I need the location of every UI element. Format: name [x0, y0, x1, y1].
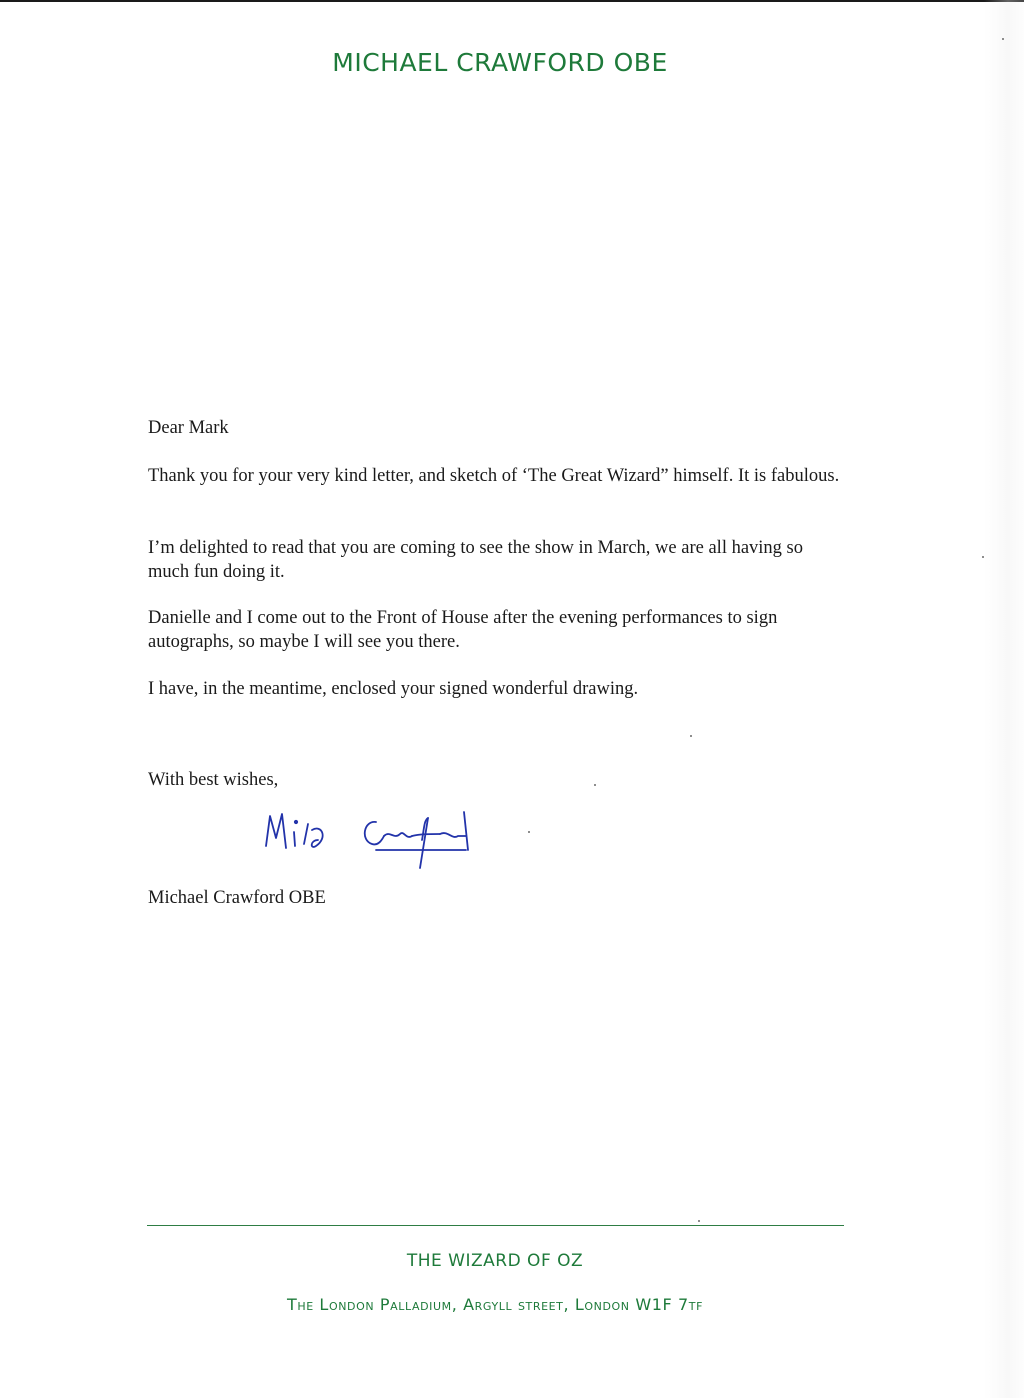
scan-right-shadow — [984, 0, 1024, 1398]
closing: With best wishes, — [148, 770, 279, 790]
scan-speck — [594, 784, 596, 786]
paragraph-1: Thank you for your very kind letter, and sketch of ‘The Great Wizard” himself. It is fabulous. — [148, 466, 840, 486]
paragraph-2: I’m delighted to read that you are coming to see the show in March, we are all having so much fun doing it. — [148, 538, 804, 582]
handwritten-signature — [252, 800, 492, 880]
scan-speck — [698, 1220, 700, 1222]
scan-speck — [1002, 38, 1004, 40]
scan-speck — [690, 735, 692, 737]
paragraph-4: I have, in the meantime, enclosed your signed wonderful drawing. — [148, 679, 639, 699]
scan-speck — [528, 831, 530, 833]
scan-speck — [982, 556, 984, 558]
scan-top-edge — [0, 0, 1024, 2]
footer-rule — [147, 1225, 844, 1226]
letterhead-name: MICHAEL CRAWFORD OBE — [332, 48, 668, 77]
footer-title: THE WIZARD OF OZ — [406, 1251, 584, 1271]
signer-name: Michael Crawford OBE — [148, 888, 326, 908]
salutation: Dear Mark — [148, 418, 229, 438]
paragraph-3: Danielle and I come out to the Front of House after the evening performances to sign autographs, so maybe I will see you there. — [148, 608, 778, 652]
footer-address: The London Palladium, Argyll street, London W1F 7tf — [286, 1295, 704, 1314]
